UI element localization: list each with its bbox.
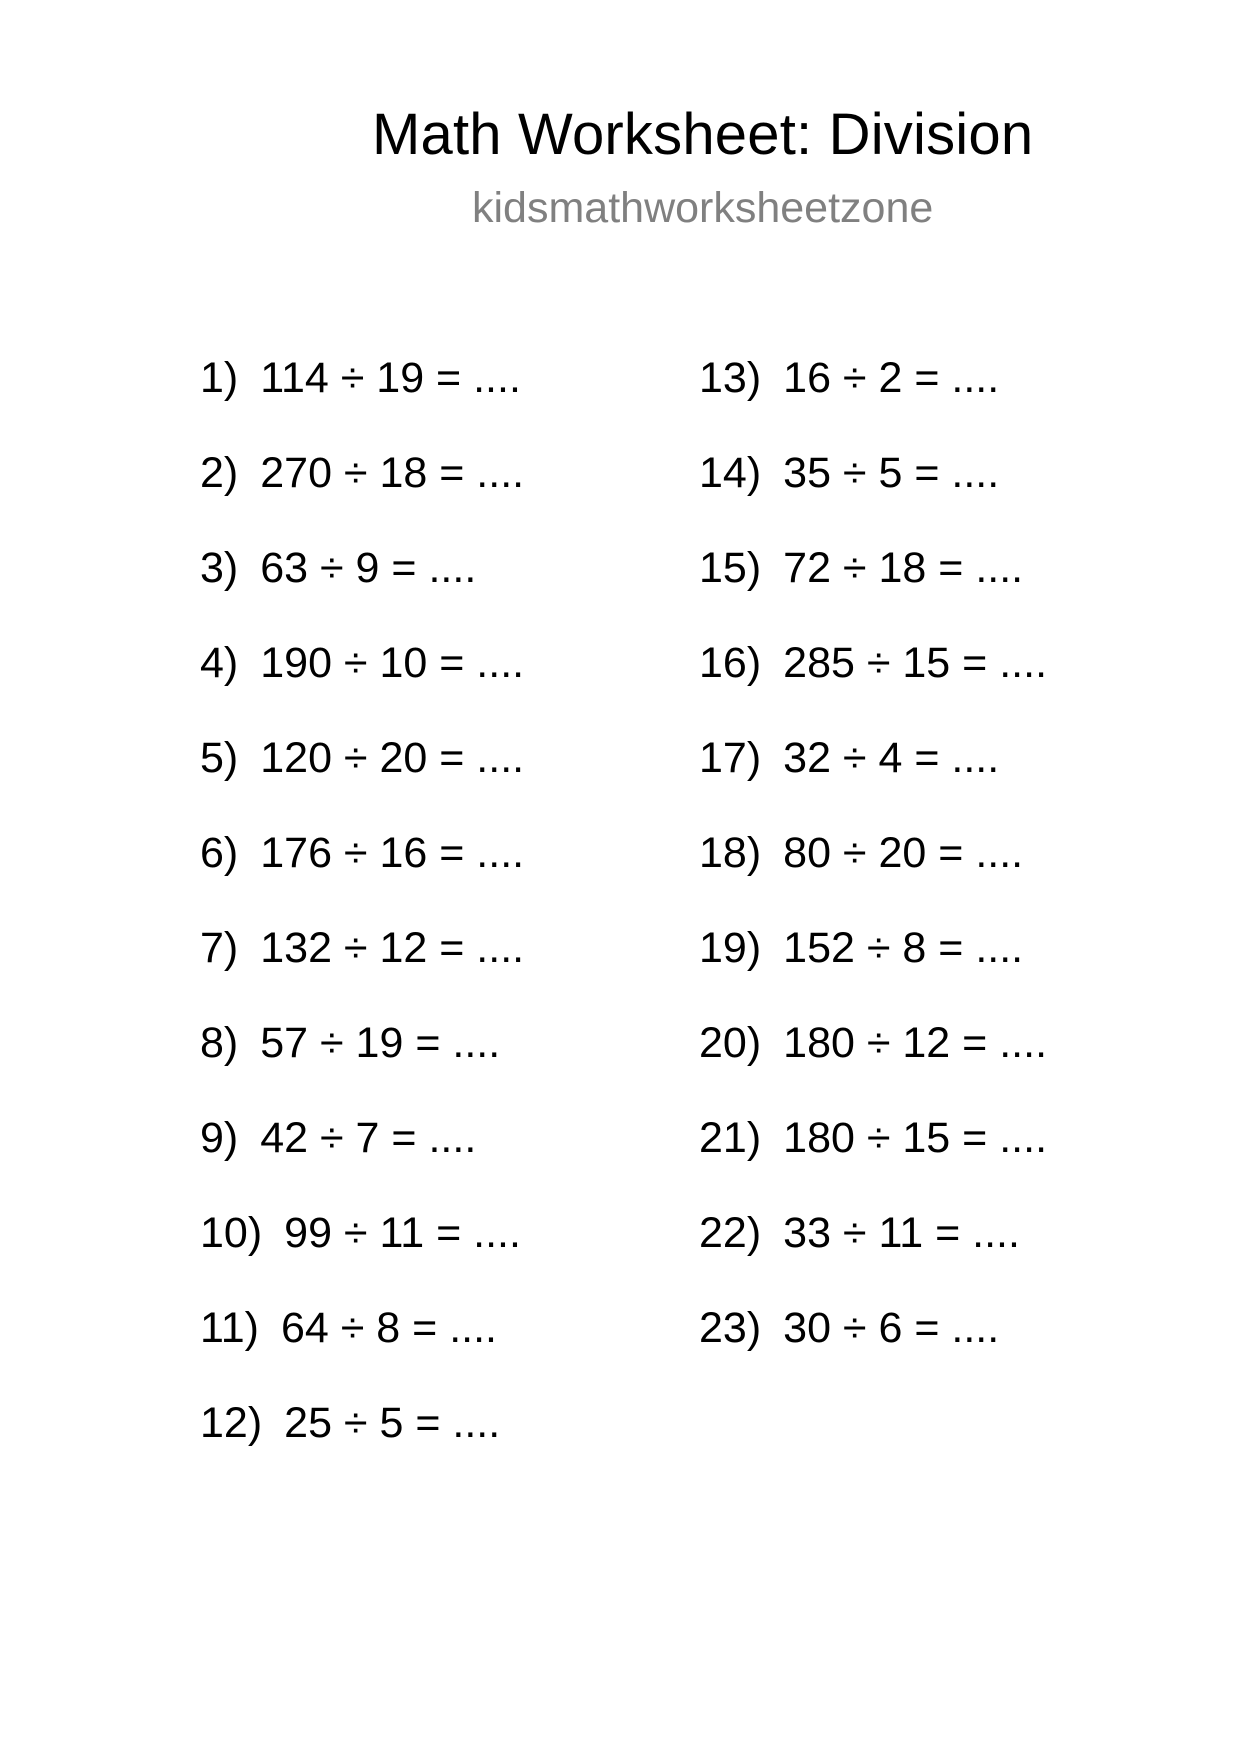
problem-item [699,1207,1047,1302]
problem-item [699,1302,1047,1397]
problem-expression: 32 ÷ 4 = .... [783,734,1000,782]
problem-item [699,637,1047,732]
problem-number: 9) [200,1114,239,1162]
problem-number: 15) [699,544,762,592]
problem-item [200,1397,524,1492]
problem-number: 21) [699,1114,762,1162]
problem-column-right [699,352,1047,1397]
problem-expression: 42 ÷ 7 = .... [260,1114,477,1162]
problem-expression: 270 ÷ 18 = .... [260,449,525,497]
problem-expression: 132 ÷ 12 = .... [260,924,525,972]
problem-number: 14) [699,449,762,497]
problem-expression: 57 ÷ 19 = .... [260,1019,501,1067]
problem-number: 20) [699,1019,762,1067]
problem-column-left [200,352,524,1492]
problem-expression: 285 ÷ 15 = .... [783,639,1048,687]
problem-expression: 176 ÷ 16 = .... [260,829,525,877]
page-subtitle: kidsmathworksheetzone [472,184,934,232]
problem-expression: 35 ÷ 5 = .... [783,449,1000,497]
problem-number: 16) [699,639,762,687]
problem-number: 13) [699,354,762,402]
problem-number: 5) [200,734,239,782]
problem-item [699,1112,1047,1207]
problem-expression: 64 ÷ 8 = .... [280,1304,497,1352]
problem-expression: 25 ÷ 5 = .... [284,1399,501,1447]
problem-item [699,542,1047,637]
problem-number: 6) [200,829,239,877]
problem-number: 2) [200,449,239,497]
problem-item [200,827,524,922]
problem-number: 12) [200,1399,263,1447]
problem-number: 10) [200,1209,263,1257]
problem-expression: 72 ÷ 18 = .... [783,544,1024,592]
problem-number: 17) [699,734,762,782]
problem-expression: 33 ÷ 11 = .... [783,1209,1020,1257]
problem-expression: 120 ÷ 20 = .... [260,734,525,782]
problem-expression: 30 ÷ 6 = .... [783,1304,1000,1352]
problem-expression: 16 ÷ 2 = .... [783,354,1000,402]
problem-number: 11) [200,1304,259,1352]
problem-item [699,447,1047,542]
problem-number: 4) [200,639,239,687]
problem-expression: 190 ÷ 10 = .... [260,639,525,687]
problem-item [200,922,524,1017]
problem-number: 8) [200,1019,239,1067]
problem-item [699,1017,1047,1112]
problem-item [200,1017,524,1112]
problem-expression: 180 ÷ 12 = .... [783,1019,1048,1067]
problem-item [200,732,524,827]
problem-expression: 80 ÷ 20 = .... [783,829,1024,877]
problem-number: 18) [699,829,762,877]
problem-item [699,827,1047,922]
problem-item [200,637,524,732]
problem-item [200,1207,524,1302]
problem-item [200,542,524,637]
problem-number: 1) [200,354,239,402]
problem-number: 22) [699,1209,762,1257]
problem-expression: 63 ÷ 9 = .... [260,544,477,592]
problem-expression: 114 ÷ 19 = .... [260,354,521,402]
problem-item [200,447,524,542]
problem-item [200,1112,524,1207]
problem-item [699,922,1047,1017]
problem-expression: 99 ÷ 11 = .... [284,1209,521,1257]
problem-number: 23) [699,1304,762,1352]
problem-number: 19) [699,924,762,972]
problem-item [200,352,524,447]
problem-expression: 152 ÷ 8 = .... [783,924,1024,972]
problem-item [699,732,1047,827]
problem-number: 7) [200,924,239,972]
page-title: Math Worksheet: Division [372,102,1034,167]
problem-number: 3) [200,544,239,592]
problem-expression: 180 ÷ 15 = .... [783,1114,1048,1162]
problem-item [200,1302,524,1397]
problem-item [699,352,1047,447]
